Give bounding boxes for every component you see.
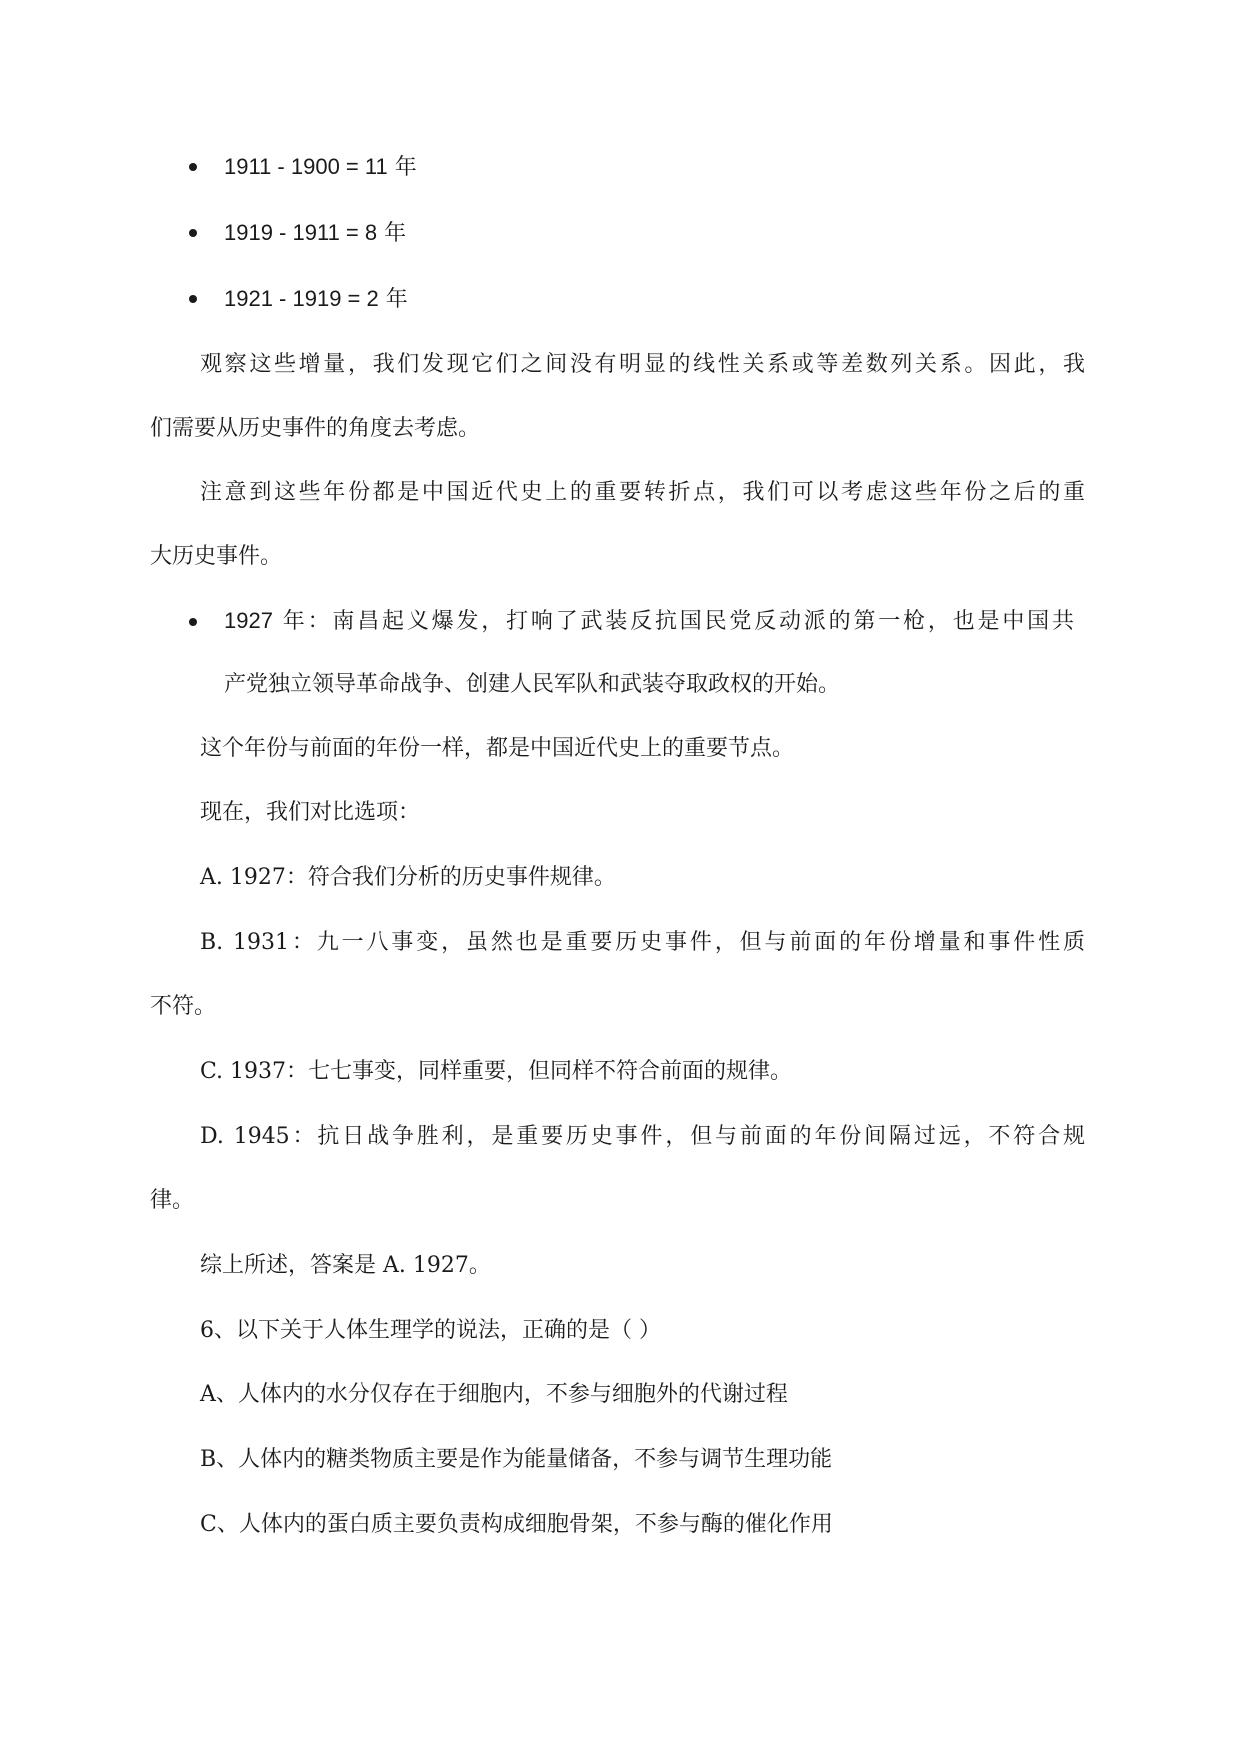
bullet-dot [189,295,197,303]
list-item-unit: 年 [387,155,417,180]
bullet-dot [189,163,197,171]
event-description: 年：南昌起义爆发，打响了武装反抗国民党反动派的第一枪，也是中国共 [272,609,1074,634]
list-item-unit: 年 [378,287,408,312]
paragraph-line: 注意到这些年份都是中国近代史上的重要转折点，我们可以考虑这些年份之后的重 [200,480,1085,505]
conclusion: 综上所述，答案是 A. 1927。 [200,1253,491,1278]
option-b-continued: 不符。 [150,994,217,1019]
question-6-option-a: A、人体内的水分仅存在于细胞内，不参与细胞外的代谢过程 [200,1382,788,1407]
list-item [224,284,408,315]
question-6-option-b: B、人体内的糖类物质主要是作为能量储备，不参与调节生理功能 [200,1447,833,1472]
option-c: C. 1937：七七事变，同样重要，但同样不符合前面的规律。 [200,1059,793,1084]
paragraph-line: 这个年份与前面的年份一样，都是中国近代史上的重要节点。 [200,736,795,761]
list-item-number: 1911 - 1900 = 11 [224,154,388,179]
bullet-dot [189,618,197,626]
option-d: D. 1945：抗日战争胜利，是重要历史事件，但与前面的年份间隔过远，不符合规 [200,1124,1085,1149]
paragraph-line: 现在，我们对比选项： [200,800,421,825]
event-bullet-line: 产党独立领导革命战争、创建人民军队和武装夺取政权的开始。 [224,672,841,697]
list-item-number: 1921 - 1919 = 2 [224,286,379,311]
list-item-number: 1919 - 1911 = 8 [224,220,378,245]
paragraph-line: 大历史事件。 [150,544,283,569]
option-a: A. 1927：符合我们分析的历史事件规律。 [200,865,616,890]
event-year: 1927 [224,608,273,633]
option-d-continued: 律。 [150,1188,195,1213]
question-6: 6、以下关于人体生理学的说法，正确的是（ ） [200,1318,661,1343]
option-b: B. 1931：九一八事变，虽然也是重要历史事件，但与前面的年份增量和事件性质 [200,930,1085,955]
bullet-dot [189,229,197,237]
event-bullet-line [224,606,1074,637]
list-item [224,152,417,183]
paragraph-line: 观察这些增量，我们发现它们之间没有明显的线性关系或等差数列关系。因此，我 [200,352,1085,377]
list-item-unit: 年 [377,221,407,246]
paragraph-line: 们需要从历史事件的角度去考虑。 [150,416,481,441]
question-6-option-c: C、人体内的蛋白质主要负责构成细胞骨架，不参与酶的催化作用 [200,1512,833,1537]
list-item [224,218,406,249]
